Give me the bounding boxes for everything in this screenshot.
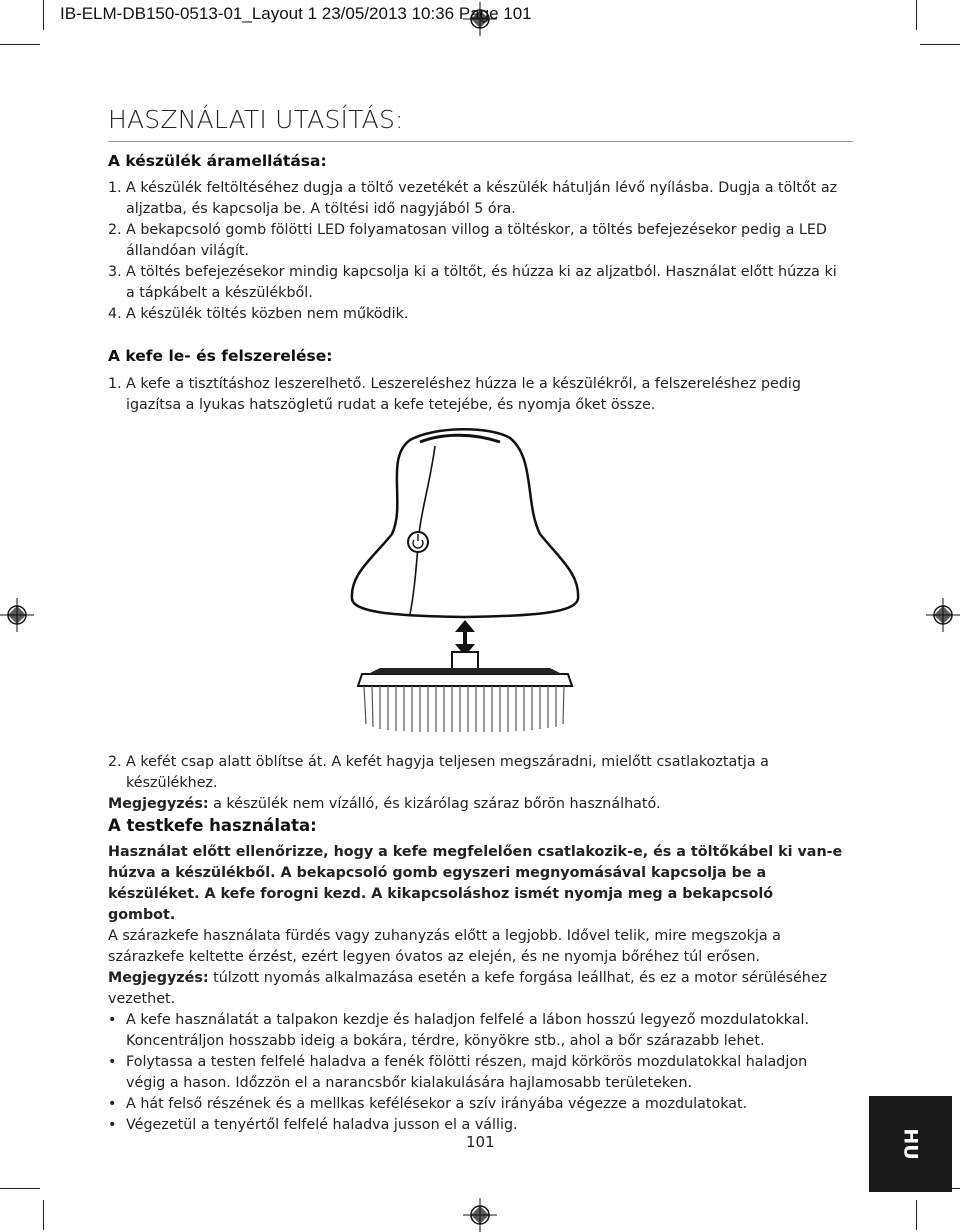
page-number: 101: [466, 1133, 495, 1151]
registration-mark-icon: [0, 598, 34, 632]
section-brush-attach-item2: [108, 752, 843, 815]
list-item: • Végezetül a tenyértől felfelé haladva jusson el a vállig.: [108, 1115, 843, 1136]
section-heading-brush-attach: A kefe le- és felszerelése:: [108, 347, 333, 365]
note-paragraph: Megjegyzés: túlzott nyomás alkalmazása esetén a kefe forgása leállhat, és ez a motor sérüléséhez vezethet.: [108, 970, 828, 1007]
crop-mark: [916, 1200, 917, 1230]
print-slug: IB-ELM-DB150-0513-01_Layout 1 23/05/2013 10:36 Page 101: [60, 4, 532, 23]
device-body-outline: [352, 429, 578, 617]
registration-mark-icon: [463, 1198, 497, 1232]
list-item: 2. A bekapcsoló gomb fölötti LED folyamatosan villog a töltéskor, a töltés befejezésekor pedig a LED állandóan világít.: [108, 222, 827, 259]
list-item: 4. A készülék töltés közben nem működik.: [108, 306, 409, 322]
list-item: 1. A kefe a tisztításhoz leszerelhető. Leszereléshez húzza le a készülékről, a felszereléshez pedig igazítsa a lyukas hatszögletű rudat a kefe tetejébe, és nyomja őket össze.: [108, 376, 801, 413]
language-tab-label: HU: [899, 1128, 922, 1160]
crop-mark: [0, 44, 40, 45]
registration-mark-icon: [926, 598, 960, 632]
crop-mark: [920, 44, 960, 45]
title-divider: [108, 141, 853, 142]
list-item: • A kefe használatát a talpakon kezdje és haladjon felfelé a lábon hosszú legyező mozdulatokkal. Koncentráljon hosszabb ideig a bokára, térdre, könyökre stb., ahol a bőr szárazabb lehet.: [108, 1010, 843, 1052]
double-arrow-icon: [455, 620, 475, 656]
crop-mark: [43, 1200, 44, 1230]
usage-paragraph: A szárazkefe használata fürdés vagy zuhanyzás előtt a legjobb. Idővel telik, mire megszokja a szárazkefe keltette érzést, ezért legyen óvatos az elején, és ne nyomja bőréhez túl erősen.: [108, 928, 781, 965]
list-item: • Folytassa a testen felfelé haladva a fenék fölötti részen, majd körkörös mozdulatokkal haladjon végig a hason. Időzzön el a narancsbőr kialakulására hajlamosabb területeken.: [108, 1052, 843, 1094]
section-brush-attach-item1: [108, 374, 843, 416]
list-item: 3. A töltés befejezésekor mindig kapcsolja ki a töltőt, és húzza ki az aljzatból. Használat előtt húzza ki a tápkábelt a készülékből.: [108, 264, 837, 301]
usage-instructions-bold: Használat előtt ellenőrizze, hogy a kefe megfelelően csatlakozik-e, és a töltőkábel ki van-e húzva a készülékből. A bekapcsoló gomb egyszeri megnyomásával kapcsolja be a készüléket. A kefe forogni kezd. A kikapcsoláshoz ismét nyomja meg a bekapcsoló gombot.: [108, 844, 843, 923]
language-tab: [869, 1096, 952, 1192]
brush-head-outline: [358, 674, 572, 686]
list-item: • A hát felső részének és a mellkas kefélésekor a szív irányába végezze a mozdulatokat.: [108, 1094, 843, 1115]
note-paragraph: Megjegyzés: a készülék nem vízálló, és kizárólag száraz bőrön használható.: [108, 796, 661, 812]
section-heading-power: A készülék áramellátása:: [108, 152, 327, 170]
section-heading-usage: A testkefe használata:: [108, 816, 317, 835]
section-usage-body: [108, 842, 843, 1136]
list-item: 1. A készülék feltöltéséhez dugja a töltő vezetékét a készülék hátulján lévő nyílásba. Dugja a töltőt az aljzatba, és kapcsolja be. A töltési idő nagyjából 5 óra.: [108, 180, 838, 217]
crop-mark: [43, 0, 44, 30]
page-title: HASZNÁLATI UTASÍTÁS:: [108, 105, 404, 134]
list-item: 2. A kefét csap alatt öblítse át. A kefét hagyja teljesen megszáradni, mielőtt csatlakoztatja a készülékhez.: [108, 754, 769, 791]
section-power-list: [108, 178, 843, 325]
crop-mark: [0, 1188, 40, 1189]
crop-mark: [916, 0, 917, 30]
brush-assembly-illustration: [340, 424, 590, 734]
